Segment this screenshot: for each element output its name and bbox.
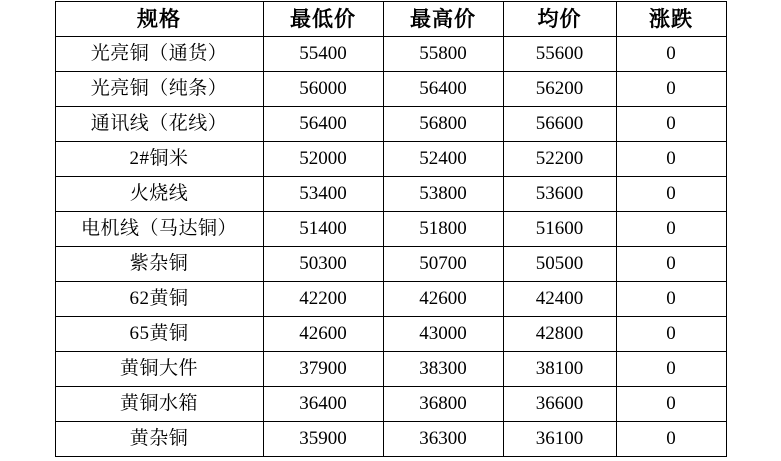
cell-low-price: 51400 bbox=[263, 212, 383, 247]
cell-low-price: 50300 bbox=[263, 247, 383, 282]
table-row bbox=[55, 247, 726, 282]
column-header-average-price: 均价 bbox=[503, 2, 616, 37]
table-row bbox=[55, 317, 726, 352]
table-row bbox=[55, 282, 726, 317]
table-row bbox=[55, 37, 726, 72]
cell-change: 0 bbox=[616, 352, 726, 387]
cell-average-price: 50500 bbox=[503, 247, 616, 282]
document-body bbox=[0, 1, 781, 461]
cell-high-price: 42600 bbox=[383, 282, 503, 317]
copper-price-table bbox=[55, 1, 727, 457]
cell-high-price: 38300 bbox=[383, 352, 503, 387]
cell-high-price: 36300 bbox=[383, 422, 503, 457]
cell-change: 0 bbox=[616, 422, 726, 457]
column-header-spec: 规格 bbox=[55, 2, 263, 37]
column-header-low-price: 最低价 bbox=[263, 2, 383, 37]
cell-high-price: 56400 bbox=[383, 72, 503, 107]
cell-change: 0 bbox=[616, 177, 726, 212]
cell-low-price: 36400 bbox=[263, 387, 383, 422]
cell-change: 0 bbox=[616, 37, 726, 72]
cell-average-price: 53600 bbox=[503, 177, 616, 212]
cell-low-price: 56400 bbox=[263, 107, 383, 142]
cell-change: 0 bbox=[616, 387, 726, 422]
table-body bbox=[55, 37, 726, 457]
cell-average-price: 42800 bbox=[503, 317, 616, 352]
cell-low-price: 42600 bbox=[263, 317, 383, 352]
table-row bbox=[55, 387, 726, 422]
column-header-high-price: 最高价 bbox=[383, 2, 503, 37]
cell-spec: 黄铜大件 bbox=[55, 352, 263, 387]
cell-high-price: 55800 bbox=[383, 37, 503, 72]
cell-change: 0 bbox=[616, 107, 726, 142]
column-header-change: 涨跌 bbox=[616, 2, 726, 37]
table-header bbox=[55, 2, 726, 37]
cell-low-price: 52000 bbox=[263, 142, 383, 177]
cell-spec: 电机线（马达铜） bbox=[55, 212, 263, 247]
table-row bbox=[55, 352, 726, 387]
cell-high-price: 36800 bbox=[383, 387, 503, 422]
cell-low-price: 42200 bbox=[263, 282, 383, 317]
cell-average-price: 51600 bbox=[503, 212, 616, 247]
cell-spec: 65黄铜 bbox=[55, 317, 263, 352]
cell-low-price: 37900 bbox=[263, 352, 383, 387]
cell-spec: 黄铜水箱 bbox=[55, 387, 263, 422]
table-row bbox=[55, 107, 726, 142]
cell-change: 0 bbox=[616, 247, 726, 282]
cell-average-price: 36100 bbox=[503, 422, 616, 457]
cell-high-price: 43000 bbox=[383, 317, 503, 352]
table-header-row bbox=[55, 2, 726, 37]
cell-average-price: 38100 bbox=[503, 352, 616, 387]
cell-average-price: 36600 bbox=[503, 387, 616, 422]
cell-high-price: 52400 bbox=[383, 142, 503, 177]
cell-spec: 黄杂铜 bbox=[55, 422, 263, 457]
cell-change: 0 bbox=[616, 72, 726, 107]
cell-high-price: 53800 bbox=[383, 177, 503, 212]
cell-average-price: 55600 bbox=[503, 37, 616, 72]
table-row bbox=[55, 422, 726, 457]
cell-average-price: 42400 bbox=[503, 282, 616, 317]
cell-spec: 火烧线 bbox=[55, 177, 263, 212]
table-row bbox=[55, 142, 726, 177]
cell-average-price: 52200 bbox=[503, 142, 616, 177]
cell-spec: 62黄铜 bbox=[55, 282, 263, 317]
cell-spec: 光亮铜（纯条） bbox=[55, 72, 263, 107]
table-row bbox=[55, 72, 726, 107]
table-row bbox=[55, 177, 726, 212]
cell-spec: 通讯线（花线） bbox=[55, 107, 263, 142]
cell-change: 0 bbox=[616, 142, 726, 177]
cell-average-price: 56200 bbox=[503, 72, 616, 107]
cell-change: 0 bbox=[616, 282, 726, 317]
cell-high-price: 50700 bbox=[383, 247, 503, 282]
cell-spec: 2#铜米 bbox=[55, 142, 263, 177]
cell-low-price: 55400 bbox=[263, 37, 383, 72]
cell-change: 0 bbox=[616, 212, 726, 247]
cell-low-price: 56000 bbox=[263, 72, 383, 107]
cell-change: 0 bbox=[616, 317, 726, 352]
cell-low-price: 53400 bbox=[263, 177, 383, 212]
cell-low-price: 35900 bbox=[263, 422, 383, 457]
cell-spec: 紫杂铜 bbox=[55, 247, 263, 282]
cell-high-price: 51800 bbox=[383, 212, 503, 247]
cell-spec: 光亮铜（通货） bbox=[55, 37, 263, 72]
cell-high-price: 56800 bbox=[383, 107, 503, 142]
cell-average-price: 56600 bbox=[503, 107, 616, 142]
table-row bbox=[55, 212, 726, 247]
